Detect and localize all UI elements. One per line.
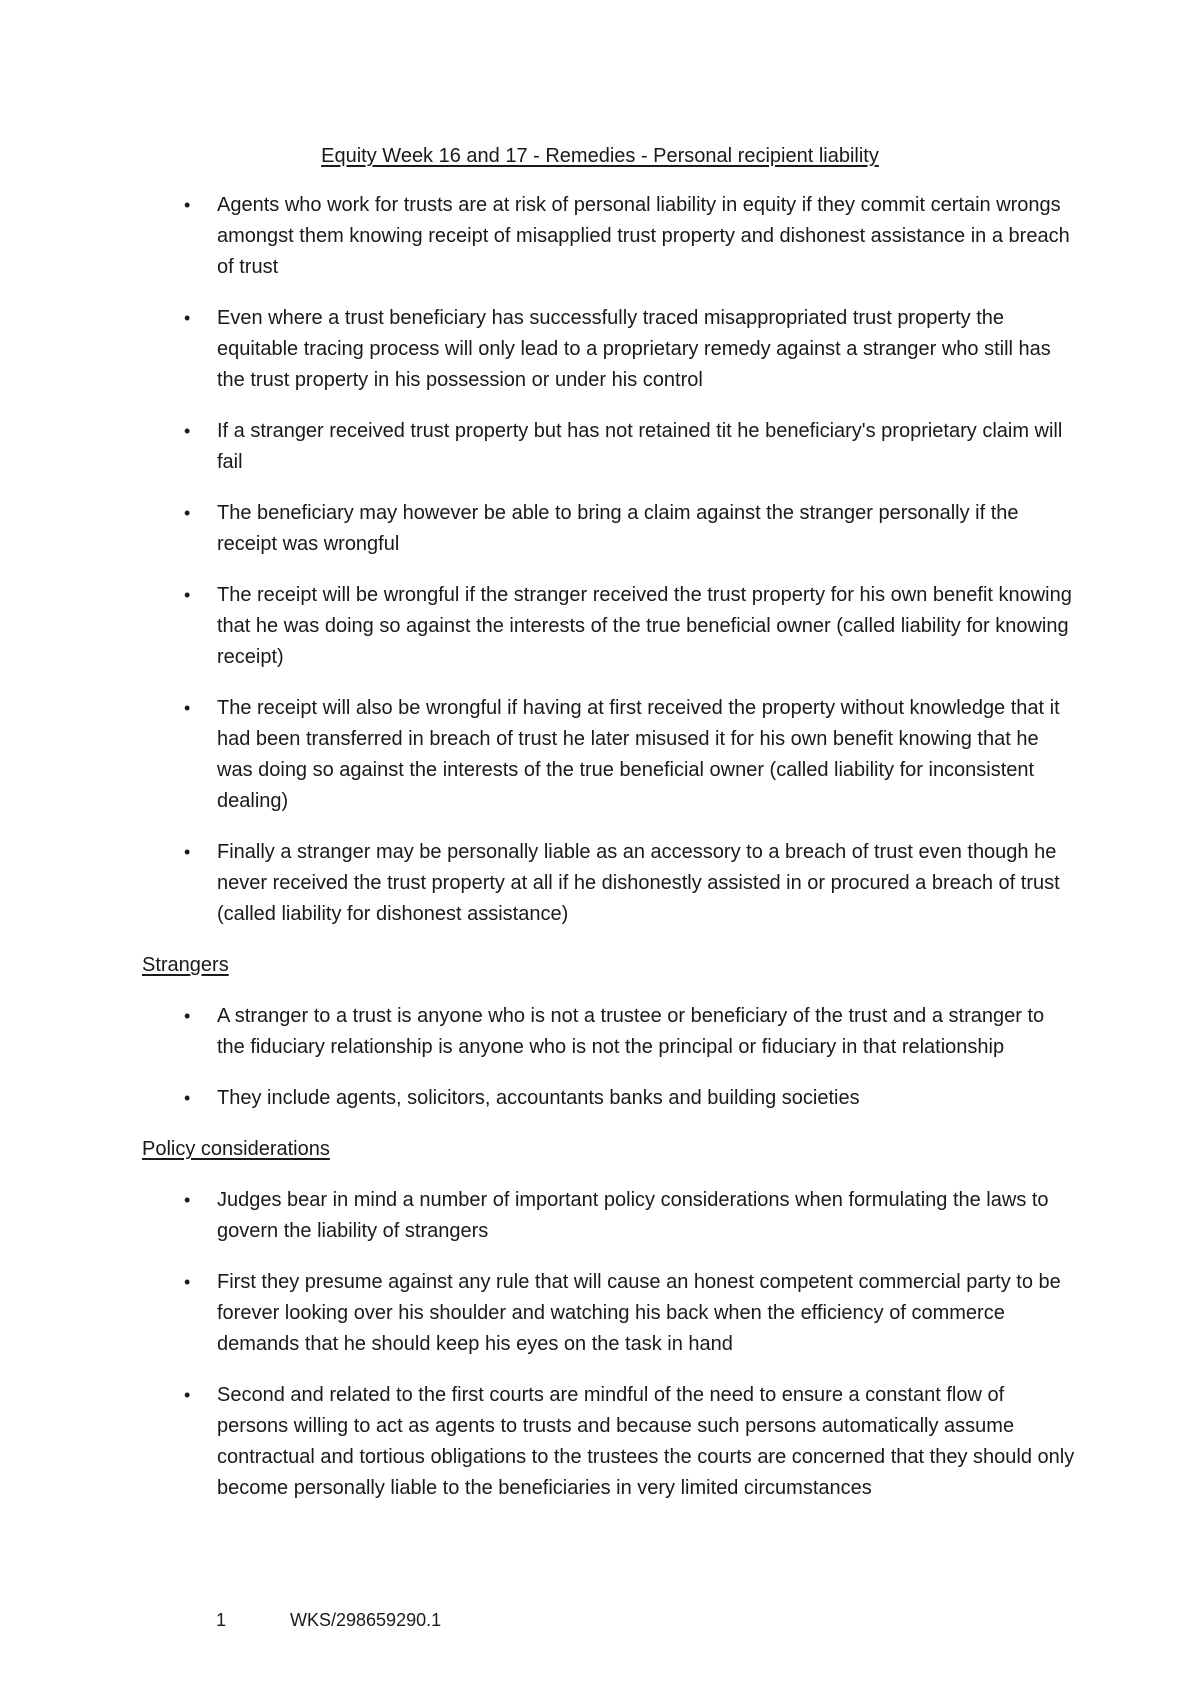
- list-item: [142, 1083, 1077, 1114]
- list-item-text: If a stranger received trust property but has not retained tit he beneficiary's proprietary claim will fail: [217, 420, 1063, 473]
- section-heading-policy-considerations: [142, 1134, 1082, 1165]
- document-reference: WKS/298659290.1: [290, 1610, 442, 1630]
- section-heading-text: Policy considerations: [142, 1138, 330, 1160]
- strangers-bullet-list: [142, 1001, 1082, 1114]
- bullet-icon: •: [184, 585, 191, 605]
- section-heading-strangers: [142, 950, 1082, 981]
- list-item-text: They include agents, solicitors, accountants banks and building societies: [217, 1087, 860, 1109]
- list-item: [142, 1267, 1077, 1360]
- list-item-text: The receipt will also be wrongful if having at first received the property without knowledge that it had been transferred in breach of trust he later misused it for his own benefit knowing that he was doing so against the interests of the true beneficial owner (called liability for inconsistent dealing): [217, 697, 1060, 812]
- list-item-text: The beneficiary may however be able to bring a claim against the stranger personally if the receipt was wrongful: [217, 502, 1019, 555]
- bullet-icon: •: [184, 421, 191, 441]
- policy-bullet-list: [142, 1185, 1082, 1504]
- list-item: [142, 1380, 1077, 1504]
- bullet-icon: •: [184, 1385, 191, 1405]
- list-item: [142, 303, 1077, 396]
- bullet-icon: •: [184, 195, 191, 215]
- list-item-text: Agents who work for trusts are at risk of personal liability in equity if they commit certain wrongs amongst them knowing receipt of misapplied trust property and dishonest assistance in a breach of trust: [217, 194, 1070, 278]
- bullet-icon: •: [184, 1272, 191, 1292]
- page-footer: [216, 1608, 441, 1632]
- bullet-icon: •: [184, 1088, 191, 1108]
- list-item-text: A stranger to a trust is anyone who is not a trustee or beneficiary of the trust and a stranger to the fiduciary relationship is anyone who is not the principal or fiduciary in that relationship: [217, 1005, 1045, 1058]
- list-item: [142, 1001, 1077, 1063]
- document-body: [142, 190, 1082, 1524]
- bullet-icon: •: [184, 503, 191, 523]
- page-number: 1: [216, 1610, 227, 1630]
- list-item: [142, 837, 1077, 930]
- bullet-icon: •: [184, 1190, 191, 1210]
- list-item: [142, 1185, 1077, 1247]
- list-item-text: The receipt will be wrongful if the stranger received the trust property for his own benefit knowing that he was doing so against the interests of the true beneficial owner (called liability for knowing receipt): [217, 584, 1072, 668]
- document-title: [0, 142, 1200, 170]
- bullet-icon: •: [184, 1006, 191, 1026]
- list-item-text: First they presume against any rule that will cause an honest competent commercial party to be forever looking over his shoulder and watching his back when the efficiency of commerce demands that he should keep his eyes on the task in hand: [217, 1271, 1061, 1355]
- list-item: [142, 693, 1077, 817]
- section-heading-text: Strangers: [142, 954, 229, 976]
- intro-bullet-list: [142, 190, 1082, 930]
- document-title-text: Equity Week 16 and 17 - Remedies - Personal recipient liability: [321, 145, 879, 167]
- list-item: [142, 498, 1077, 560]
- bullet-icon: •: [184, 842, 191, 862]
- list-item: [142, 580, 1077, 673]
- list-item-text: Judges bear in mind a number of important policy considerations when formulating the laws to govern the liability of strangers: [217, 1189, 1049, 1242]
- bullet-icon: •: [184, 698, 191, 718]
- bullet-icon: •: [184, 308, 191, 328]
- list-item-text: Finally a stranger may be personally liable as an accessory to a breach of trust even though he never received the trust property at all if he dishonestly assisted in or procured a breach of trust (called liability for dishonest assistance): [217, 841, 1060, 925]
- list-item-text: Even where a trust beneficiary has successfully traced misappropriated trust property the equitable tracing process will only lead to a proprietary remedy against a stranger who still has the trust property in his possession or under his control: [217, 307, 1051, 391]
- list-item: [142, 416, 1077, 478]
- list-item-text: Second and related to the first courts are mindful of the need to ensure a constant flow of persons willing to act as agents to trusts and because such persons automatically assume contractual and tortious obligations to the trustees the courts are concerned that they should only become personally liable to the beneficiaries in very limited circumstances: [217, 1384, 1075, 1499]
- list-item: [142, 190, 1077, 283]
